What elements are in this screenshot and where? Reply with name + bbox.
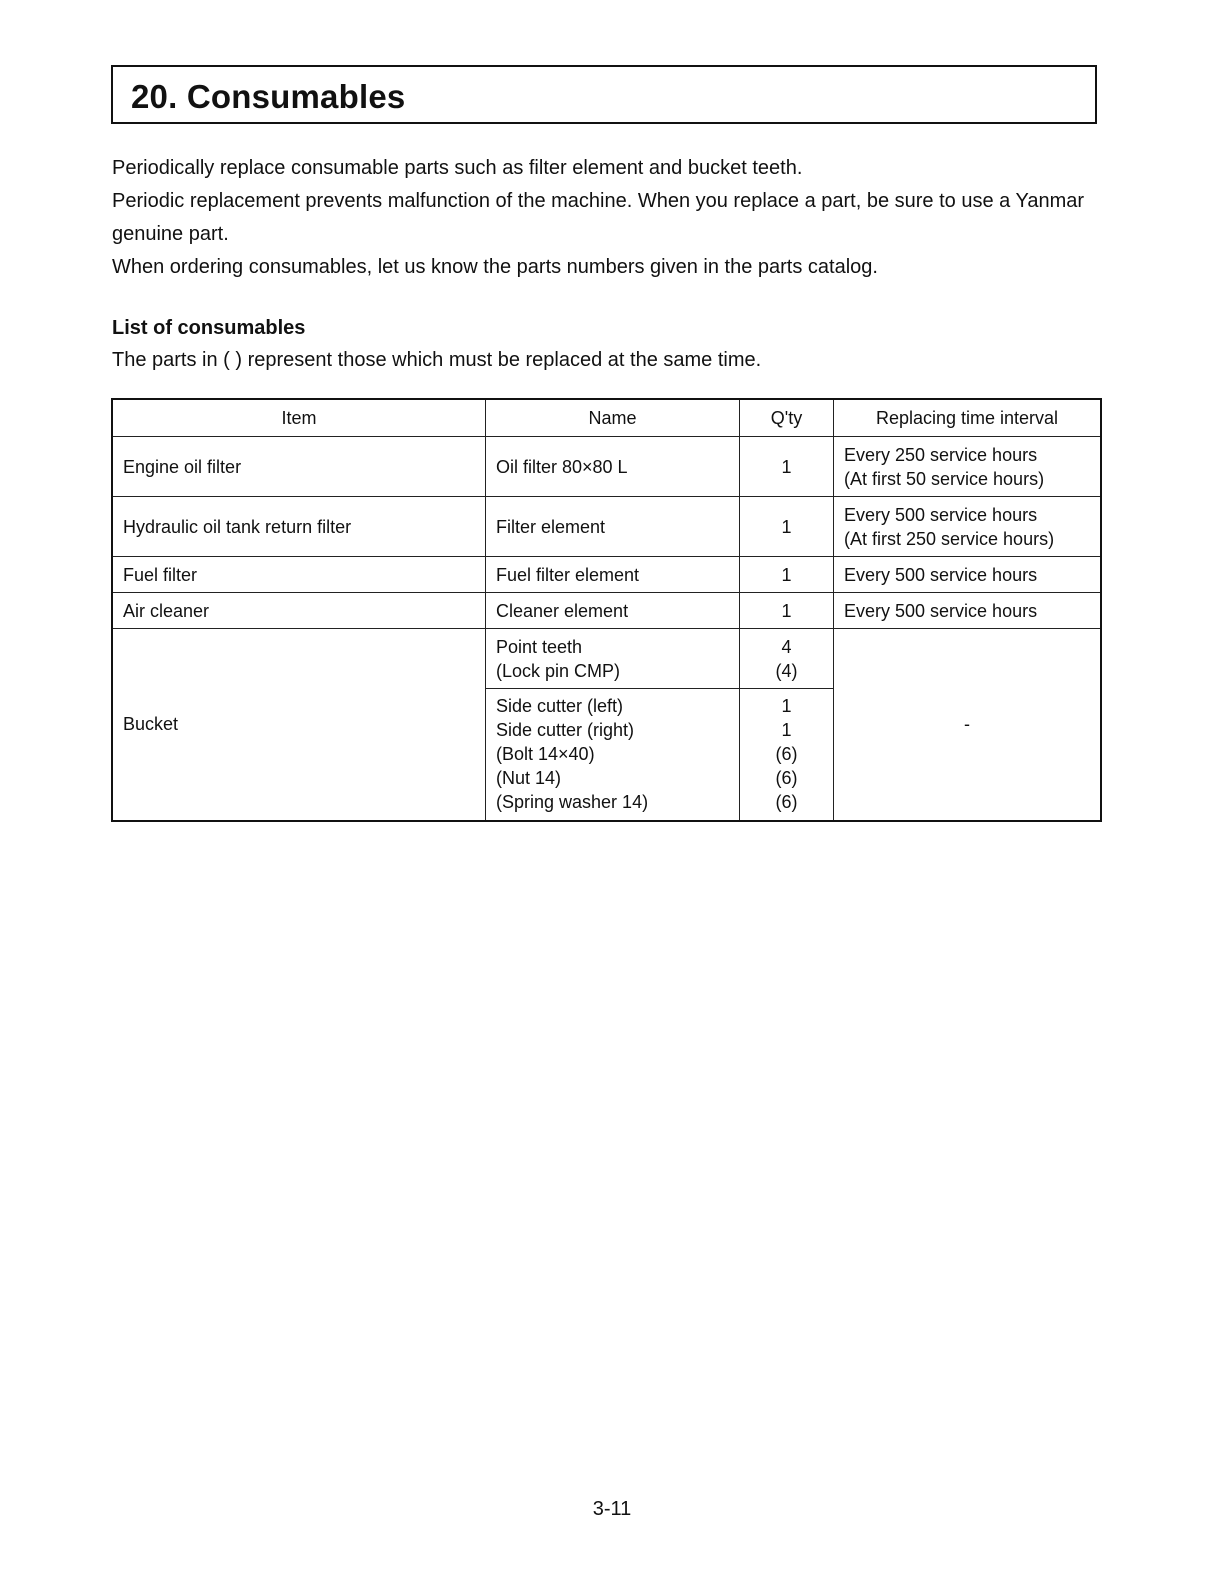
name-line: Side cutter (left) [496, 696, 624, 717]
table-header-row [112, 399, 1101, 437]
cell-item: Hydraulic oil tank return filter [112, 497, 486, 557]
header-qty: Q'ty [740, 399, 834, 437]
cell-qty: 1 [740, 593, 834, 629]
header-interval: Replacing time interval [834, 399, 1102, 437]
qty-line: 1 [781, 720, 792, 741]
qty-line: 1 [781, 696, 792, 717]
intro-paragraph-3: When ordering consumables, let us know the parts numbers given in the parts catalog. [112, 256, 878, 278]
list-heading: List of consumables [112, 317, 306, 339]
cell-qty: 1 [740, 557, 834, 593]
qty-line: (4) [775, 660, 798, 681]
cell-name [486, 629, 740, 689]
cell-item: Air cleaner [112, 593, 486, 629]
table-row [112, 497, 1101, 557]
section-title-box [111, 65, 1097, 124]
header-name: Name [486, 399, 740, 437]
cell-name: Oil filter 80×80 L [486, 437, 740, 497]
cell-interval: Every 500 service hours [834, 557, 1102, 593]
cell-name: Filter element [486, 497, 740, 557]
cell-qty [740, 629, 834, 689]
name-line: (Bolt 14×40) [496, 744, 595, 765]
cell-interval [834, 437, 1102, 497]
name-line: Point teeth [496, 636, 583, 657]
cell-name: Fuel filter element [486, 557, 740, 593]
interval-line: (At first 50 service hours) [844, 468, 1045, 489]
cell-qty: 1 [740, 437, 834, 497]
interval-line: Every 500 service hours [844, 504, 1038, 525]
list-note: The parts in ( ) represent those which must be replaced at the same time. [112, 349, 762, 371]
table-row [112, 557, 1101, 593]
qty-line: (6) [775, 744, 798, 765]
cell-name [486, 689, 740, 821]
cell-qty: 1 [740, 497, 834, 557]
table-row-bucket [112, 629, 1101, 689]
table-row [112, 593, 1101, 629]
cell-interval [834, 497, 1102, 557]
consumables-table [111, 398, 1102, 822]
cell-item: Engine oil filter [112, 437, 486, 497]
name-line: (Spring washer 14) [496, 792, 649, 813]
cell-item-bucket: Bucket [112, 629, 486, 821]
interval-line: (At first 250 service hours) [844, 528, 1055, 549]
name-line: (Lock pin CMP) [496, 660, 621, 681]
cell-interval: Every 500 service hours [834, 593, 1102, 629]
qty-line: (6) [775, 792, 798, 813]
intro-text [112, 152, 1102, 284]
cell-qty [740, 689, 834, 821]
section-title: 20. Consumables [131, 78, 406, 115]
qty-line: (6) [775, 768, 798, 789]
page-number: 3-11 [592, 1498, 632, 1520]
cell-interval-bucket: - [834, 629, 1102, 821]
intro-paragraph-1: Periodically replace consumable parts such as filter element and bucket teeth. [112, 157, 803, 179]
name-line: Side cutter (right) [496, 720, 635, 741]
header-item: Item [112, 399, 486, 437]
interval-line: Every 250 service hours [844, 444, 1038, 465]
name-line: (Nut 14) [496, 768, 562, 789]
cell-item: Fuel filter [112, 557, 486, 593]
cell-name: Cleaner element [486, 593, 740, 629]
intro-paragraph-2: Periodic replacement prevents malfunction of the machine. When you replace a part, be sure to use a Yanmar genuine part. [112, 190, 1085, 245]
qty-line: 4 [781, 636, 792, 657]
table-row [112, 437, 1101, 497]
